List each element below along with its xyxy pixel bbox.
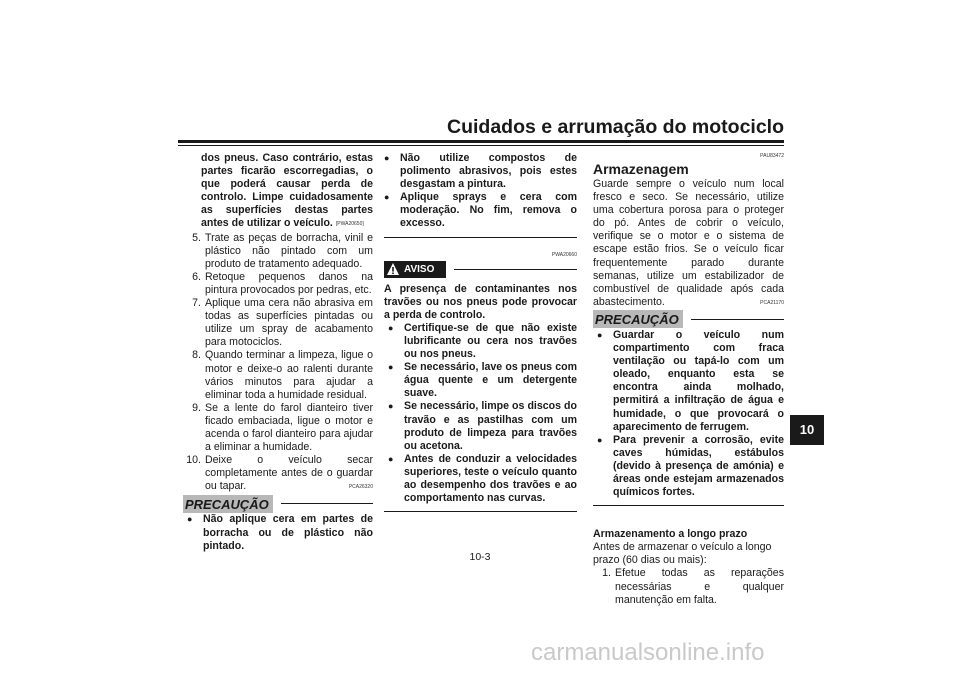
- step-number: 10.: [186, 454, 201, 467]
- page-title: Cuidados e arrumação do motociclo: [447, 116, 784, 138]
- bullet-dot-icon: ●: [388, 401, 394, 412]
- warning-intro: A presença de contaminantes nos travões ou nos pneus pode provocar a perda de controlo.: [384, 282, 577, 321]
- numbered-step: [183, 297, 373, 349]
- warning-code: PWA20660: [551, 251, 577, 258]
- bullet-dot-icon: ●: [388, 362, 394, 373]
- warning-badge: [384, 261, 446, 278]
- step-number: 1.: [602, 567, 611, 580]
- caution-rule: [281, 503, 373, 504]
- page-number: 10-3: [469, 551, 491, 563]
- bullet-item: [187, 513, 373, 552]
- long-term-step-list: [593, 567, 784, 606]
- caution-label: PRECAUÇÃO: [183, 495, 273, 513]
- numbered-step: [183, 402, 373, 454]
- bullet-text: Se necessário, lave os pneus com água quente e um detergente suave.: [404, 361, 577, 400]
- bullet-dot-icon: ●: [597, 434, 603, 445]
- bullet-text: Certifique-se de que não existe lubrificante ou cera nos travões ou nos pneus.: [404, 321, 577, 361]
- step-number: 6.: [192, 270, 201, 283]
- bullet-item: [388, 361, 577, 400]
- caution-header: [593, 310, 784, 329]
- top-bullets-end-rule: [384, 237, 577, 238]
- long-term-title: Armazenamento a longo prazo: [593, 528, 748, 541]
- caution-bullet-list: [183, 513, 373, 552]
- bullet-item: [388, 453, 577, 505]
- bullet-text: Guardar o veículo num compartimento com fraca ventilação ou tapá-lo com um oleado, enquanto esta se encontra ainda molhado, permitirá a infiltração de água e humidade, o que provocará o aparecimento de ferrugem.: [613, 328, 784, 433]
- numbered-step: [183, 271, 373, 297]
- continued-warning-text: dos pneus. Caso contrário, estas partes ficarão escorregadias, o que poderá causar perda de controlo. Limpe cuidadosamente as superfícies destas partes antes de utilizar o veículo.: [201, 152, 373, 230]
- step-text: Aplique uma cera não abrasiva em todas as superfícies pintadas ou utilize um spray de acabamento para motociclos.: [205, 297, 373, 349]
- bullet-dot-icon: ●: [388, 453, 394, 464]
- step-text: Trate as peças de borracha, vinil e plástico não pintado com um produto de tratamento adequado.: [205, 231, 373, 270]
- step-number: 5.: [192, 231, 201, 244]
- caution-end-rule: [593, 505, 784, 506]
- numbered-step: [593, 567, 784, 606]
- warning-rule: [454, 269, 577, 270]
- section-title: Armazenagem: [593, 161, 689, 177]
- watermark: carmanualsonline.info: [531, 639, 765, 666]
- numbered-step: [183, 454, 373, 493]
- bullet-text: Aplique sprays e cera com moderação. No fim, remova o excesso.: [400, 191, 577, 230]
- step-text: Se a lente do farol dianteiro tiver ficado embaciada, ligue o motor e acenda o farol dianteiro para ajudar a eliminar a humidade.: [205, 401, 373, 454]
- step-text: Deixe o veículo secar completamente antes de o guardar ou tapar.: [205, 454, 373, 493]
- warning-triangle-icon: [386, 262, 400, 276]
- numbered-step: [183, 232, 373, 271]
- bullet-item: [597, 434, 784, 499]
- caution-label: PRECAUÇÃO: [593, 310, 683, 328]
- step-text: Retoque pequenos danos na pintura provocados por pedras, etc.: [205, 270, 373, 296]
- top-bullet-list: [384, 152, 577, 231]
- caution-code: PCA21170: [760, 299, 784, 306]
- numbered-step: [183, 349, 373, 401]
- section-text: Guarde sempre o veículo num local fresco e seco. Se necessário, utilize uma cobertura porosa para o proteger do pó. Antes de cobrir o veículo, verifique se o motor e o sistema de escape estão frios. Se o veículo ficar frequentemente parado durante semanas, utilize um estabilizador de combustível de qualidade após cada abastecimento.: [593, 178, 784, 308]
- bullet-dot-icon: ●: [187, 514, 193, 525]
- step-number: 9.: [192, 401, 201, 414]
- section-code: PAU83472: [760, 153, 784, 159]
- caution-code: PCA26320: [348, 484, 373, 491]
- header-rule: [178, 140, 784, 143]
- column-left: [183, 152, 373, 553]
- bullet-dot-icon: ●: [384, 192, 390, 203]
- bullet-text: Para prevenir a corrosão, evite caves húmidas, estábulos (devido à presença de amónia) e áreas onde estejam armazenados químicos fortes.: [613, 433, 784, 499]
- step-text: Efetue todas as reparações necessárias e qualquer manutenção em falta.: [615, 567, 784, 606]
- bullet-item: [384, 191, 577, 230]
- continued-warning: [183, 152, 373, 232]
- header-rule-thin: [178, 145, 784, 146]
- step-number: 7.: [192, 297, 201, 310]
- bullet-text: Se necessário, limpe os discos do travão e as pastilhas com um produto de limpeza para travões ou acetona.: [404, 400, 577, 452]
- step-text: Quando terminar a limpeza, ligue o motor e deixe-o ao ralenti durante vários minutos para ajudar a eliminar toda a humidade residual.: [205, 349, 373, 401]
- caution-header: [183, 494, 373, 513]
- warning-label: AVISO: [404, 263, 435, 275]
- bullet-item: [597, 329, 784, 434]
- chapter-tab: 10: [790, 415, 824, 445]
- bullet-item: [388, 400, 577, 452]
- warning-bullet-list: [384, 322, 577, 505]
- caution-bullet-list: [593, 329, 784, 499]
- bullet-dot-icon: ●: [597, 329, 603, 340]
- warning-header: [384, 260, 577, 279]
- column-right: [593, 152, 784, 607]
- column-middle: [384, 152, 577, 512]
- warning-end-rule: [384, 511, 577, 512]
- step-number: 8.: [192, 349, 201, 362]
- bullet-text: Não aplique cera em partes de borracha ou de plástico não pintado.: [203, 513, 373, 552]
- long-term-text: Antes de armazenar o veículo a longo prazo (60 dias ou mais):: [593, 541, 772, 567]
- bullet-dot-icon: ●: [388, 322, 394, 333]
- bullet-item: [388, 322, 577, 361]
- bullet-dot-icon: ●: [384, 153, 390, 163]
- warning-code: [PWA20650]: [335, 221, 364, 228]
- bullet-text: Antes de conduzir a velocidades superiores, teste o veículo quanto ao desempenho dos travões e ao comportamento nas curvas.: [404, 452, 577, 505]
- step-list: [183, 232, 373, 494]
- caution-rule: [691, 319, 784, 320]
- bullet-text: Não utilize compostos de polimento abrasivos, pois estes desgastam a pintura.: [400, 152, 577, 191]
- bullet-item: [384, 152, 577, 191]
